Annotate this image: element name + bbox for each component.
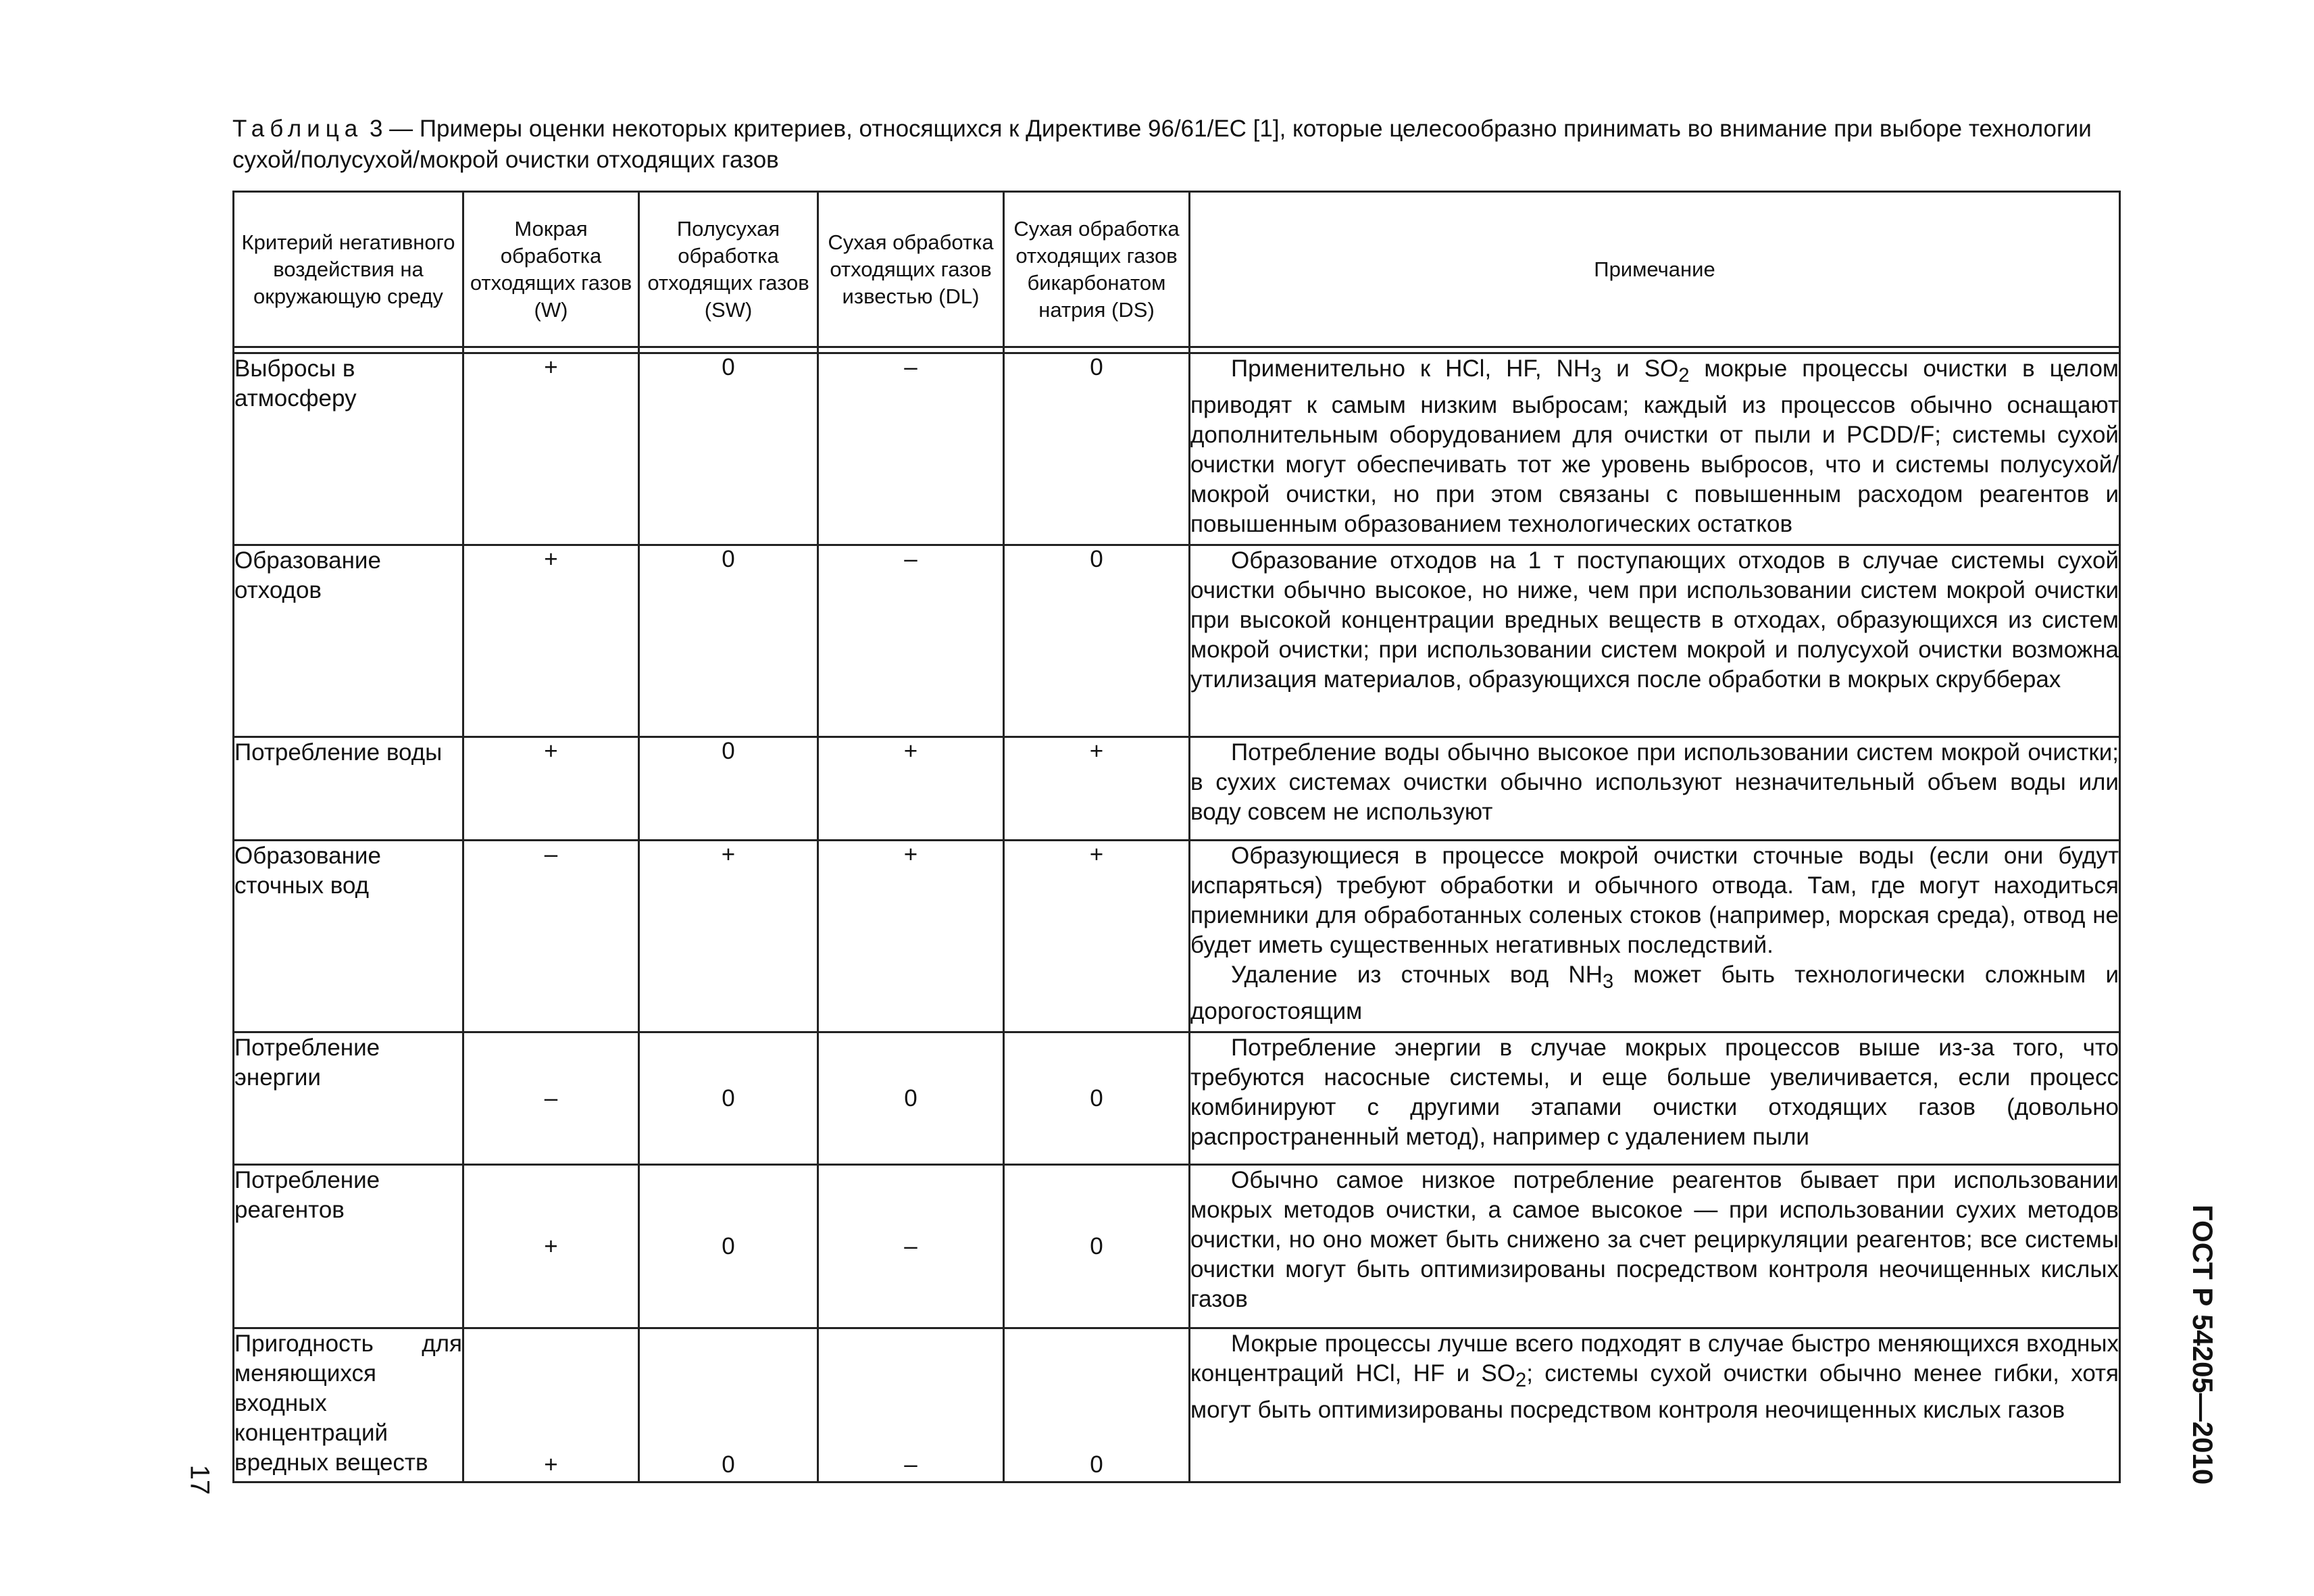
table-row	[234, 841, 2120, 1032]
note-cell: Потребление воды обычно высокое при использовании систем мокрой очистки; в сухих системах очистки обычно используют незначительный объем воды или воду совсем не используют	[1190, 737, 2120, 841]
criterion-cell: Потребление реагентов	[234, 1165, 463, 1328]
mark-w: –	[463, 1032, 639, 1165]
table-row	[234, 1328, 2120, 1482]
mark-dl: –	[818, 1165, 1004, 1328]
mark-w: +	[463, 1165, 639, 1328]
mark-w: +	[463, 737, 639, 841]
mark-ds: 0	[1004, 353, 1190, 545]
header-dry-lime: Сухая обработка отходящих газов известью (DL)	[818, 192, 1004, 347]
header-semidry: Полусухая обработка отходящих газов (SW)	[639, 192, 818, 347]
mark-ds: 0	[1004, 545, 1190, 737]
table-row	[234, 353, 2120, 545]
table-row	[234, 1032, 2120, 1165]
note-cell: Образующиеся в процессе мокрой очистки сточные воды (если они будут испаряться) требуют обработки и обычного отвода. Там, где могут находиться приемники для обработанных соленых стоков (например, морская среда), отвод не будет иметь существенных негативных последствий. Удаление из сточных вод $NH_3$ может быть технологически сложным и дорогостоящим	[1190, 841, 2120, 1032]
mark-dl: 0	[818, 1032, 1004, 1165]
table-row	[234, 1165, 2120, 1328]
mark-dl: +	[818, 737, 1004, 841]
criteria-table	[232, 191, 2121, 1483]
mark-w: –	[463, 841, 639, 1032]
mark-w: +	[463, 545, 639, 737]
header-note: Примечание	[1190, 192, 2120, 347]
table-caption	[232, 114, 2119, 176]
mark-sw: 0	[639, 1328, 818, 1482]
mark-sw: 0	[639, 1165, 818, 1328]
mark-ds: 0	[1004, 1032, 1190, 1165]
mark-w: +	[463, 353, 639, 545]
mark-w: +	[463, 1328, 639, 1482]
criterion-cell: Пригодность для меняющихся входных концентраций вредных веществ	[234, 1328, 463, 1482]
mark-ds: +	[1004, 737, 1190, 841]
criterion-cell: Выбросы в атмосферу	[234, 353, 463, 545]
mark-ds: 0	[1004, 1165, 1190, 1328]
mark-sw: +	[639, 841, 818, 1032]
criterion-cell: Потребление воды	[234, 737, 463, 841]
caption-text: 3 — Примеры оценки некоторых критериев, относящихся к Директиве 96/61/ЕС [1], которые целесообразно принимать во внимание при выборе технологии сухой/полусухой/мокрой очистки отходящих газов	[232, 116, 2092, 173]
page-number: 17	[184, 1464, 215, 1495]
document-number: ГОСТ Р 54205—2010	[2187, 1204, 2219, 1485]
header-criterion: Критерий негативного воздействия на окружающую среду	[234, 192, 463, 347]
mark-sw: 0	[639, 545, 818, 737]
mark-dl: –	[818, 545, 1004, 737]
criterion-cell: Потребление энергии	[234, 1032, 463, 1165]
note-cell: Образование отходов на 1 т поступающих отходов в случае системы сухой очистки обычно высокое, но ниже, чем при использовании систем мокрой очистки при высокой концентрации вредных веществ в отходах, образующихся из систем мокрой очистки; при использовании систем мокрой и полусухой очистки возможна утилизация материалов, образующихся после обработки в мокрых скрубберах	[1190, 545, 2120, 737]
mark-sw: 0	[639, 353, 818, 545]
mark-sw: 0	[639, 1032, 818, 1165]
mark-ds: 0	[1004, 1328, 1190, 1482]
header-wet: Мокрая обработка отходящих газов (W)	[463, 192, 639, 347]
table-row	[234, 737, 2120, 841]
header-divider	[234, 347, 2120, 353]
note-cell: Применительно к HCl, HF, $NH_3$ и $SO_2$ мокрые процессы очистки в целом приводят к самым низким выбросам; каждый из процессов обычно оснащают дополнительным оборудованием для очистки от пыли и PCDD/F; системы сухой очистки могут обеспечивать тот же уровень выбросов, что и системы полусухой/мокрой очистки, но при этом связаны с повышенным расходом реагентов и повышенным образованием технологических остатков	[1190, 353, 2120, 545]
mark-sw: 0	[639, 737, 818, 841]
mark-dl: +	[818, 841, 1004, 1032]
mark-dl: –	[818, 353, 1004, 545]
mark-ds: +	[1004, 841, 1190, 1032]
header-dry-soda: Сухая обработка отходящих газов бикарбонатом натрия (DS)	[1004, 192, 1190, 347]
caption-label: Таблица	[232, 116, 363, 142]
criterion-cell: Образование отходов	[234, 545, 463, 737]
criterion-cell: Образование сточных вод	[234, 841, 463, 1032]
note-cell: Обычно самое низкое потребление реагентов бывает при использовании мокрых методов очистки, а самое высокое — при использовании сухих методов очистки, но оно может быть снижено за счет рециркуляции реагентов; все системы очистки могут быть оптимизированы посредством контроля неочищенных кислых газов	[1190, 1165, 2120, 1328]
mark-dl: –	[818, 1328, 1004, 1482]
table-row	[234, 545, 2120, 737]
table-header-row	[234, 192, 2120, 347]
note-cell: Потребление энергии в случае мокрых процессов выше из-за того, что требуются насосные системы, и еще больше увеличивается, если процесс комбинируют с другими этапами очистки отходящих газов (довольно распространенный метод), например с удалением пыли	[1190, 1032, 2120, 1165]
note-cell: Мокрые процессы лучше всего подходят в случае быстро меняющихся входных концентраций HCl, HF и $SO_2$; системы сухой очистки обычно менее гибки, хотя могут быть оптимизированы посредством контроля неочищенных кислых газов	[1190, 1328, 2120, 1482]
